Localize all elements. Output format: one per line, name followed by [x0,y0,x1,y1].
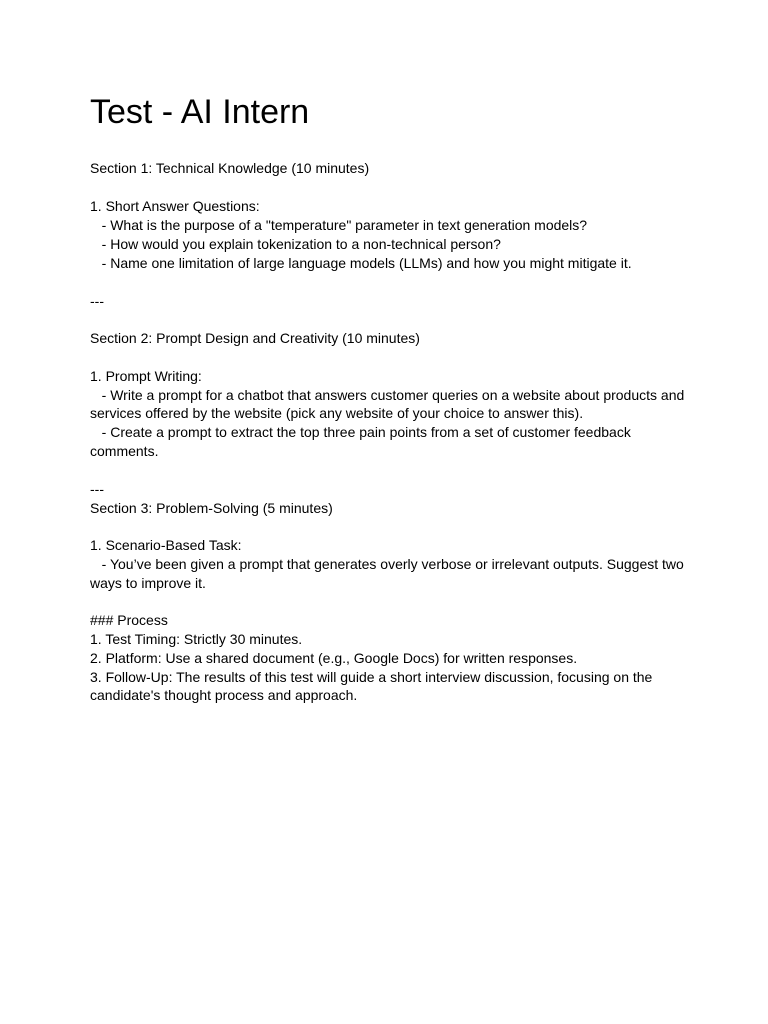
process-item: 2. Platform: Use a shared document (e.g., Google Docs) for written responses. [90,650,578,666]
question-group-heading: 1. Scenario-Based Task: [90,537,242,553]
question-item: - Write a prompt for a chatbot that answers customer queries on a website about products and [90,387,685,403]
process-item: 3. Follow-Up: The results of this test will guide a short interview discussion, focusing on the [90,669,653,685]
divider-text: --- [90,481,104,497]
document-title: Test - AI Intern [90,93,310,131]
section-heading: Section 2: Prompt Design and Creativity (10 minutes) [90,330,420,346]
question-item: - You’ve been given a prompt that generates overly verbose or irrelevant outputs. Suggest two [90,556,684,572]
question-item-continuation: ways to improve it. [90,575,206,591]
question-item-continuation: services offered by the website (pick any website of your choice to answer this). [90,405,584,421]
process-item: 1. Test Timing: Strictly 30 minutes. [90,631,303,647]
process-item-continuation: candidate's thought process and approach. [90,687,358,703]
section-heading: Section 3: Problem-Solving (5 minutes) [90,500,333,516]
question-group-heading: 1. Prompt Writing: [90,368,202,384]
question-item-continuation: comments. [90,443,159,459]
question-item: - What is the purpose of a "temperature" parameter in text generation models? [90,217,588,233]
process-heading: ### Process [90,612,168,628]
question-group-heading: 1. Short Answer Questions: [90,198,260,214]
question-item: - Create a prompt to extract the top three pain points from a set of customer feedback [90,424,631,440]
section-heading: Section 1: Technical Knowledge (10 minutes) [90,160,370,176]
divider-text: --- [90,293,104,309]
question-item: - Name one limitation of large language models (LLMs) and how you might mitigate it. [90,255,632,271]
question-item: - How would you explain tokenization to a non-technical person? [90,236,501,252]
